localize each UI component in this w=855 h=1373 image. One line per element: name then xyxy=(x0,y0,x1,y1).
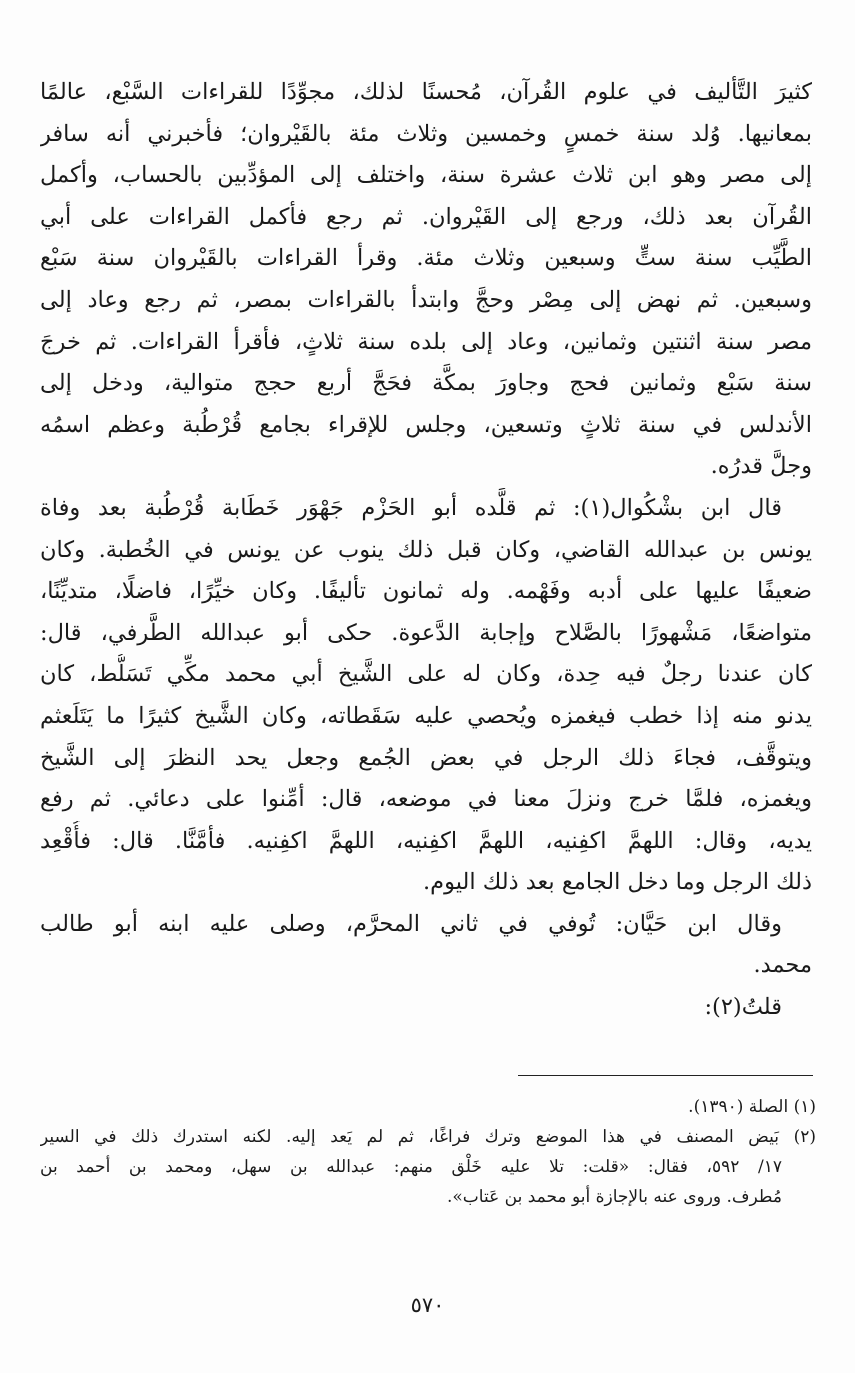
text-line: إلى مصر وهو ابن ثلاث عشرة سنة، واختلف إلى المؤدِّبين بالحساب، وأكمل xyxy=(40,162,812,189)
footnote-line: (٢) بَيض المصنف في هذا الموضع وترك فراغًا، ثم لم يَعد إليه. لكنه استدرك ذلك في السير xyxy=(40,1127,816,1147)
text-line: مصر سنة اثنتين وثمانين، وعاد إلى بلده سنة ثلاثٍ، فأقرأ القراءات. ثم خرجَ xyxy=(40,328,812,355)
footnotes xyxy=(40,1092,816,1212)
text-line: الطَّيِّب سنة ستٍّ وسبعين وثلاث مئة. وقرأ القراءات بالقَيْروان سنة سَبْع xyxy=(40,245,812,272)
text-line: سنة سَبْع وثمانين فحج وجاورَ بمكَّة فحَجَّ أربع حجج متوالية، ودخل إلى xyxy=(40,370,812,397)
text-line: يديه، وقال: اللهمَّ اكفِنيه، اللهمَّ اكفِنيه، اللهمَّ اكفِنيه. فأمَّنَّا. قال: فأُقْعِد xyxy=(40,827,812,854)
main-text xyxy=(40,72,812,1029)
text-line: بمعانيها. وُلد سنة خمسٍ وخمسين وثلاث مئة بالقَيْروان؛ فأخبرني أنه سافر xyxy=(40,120,812,147)
text-line: وسبعين. ثم نهض إلى مِصْر وحجَّ وابتدأ بالقراءات بمصر، ثم رجع وعاد إلى xyxy=(40,286,812,313)
text-line: متواضعًا، مَشْهورًا بالصَّلاح وإجابة الدَّعوة. حكى أبو عبدالله الطَّرفي، قال: xyxy=(40,619,812,646)
text-line: ذلك الرجل وما دخل الجامع بعد ذلك اليوم. xyxy=(423,869,812,896)
text-line: القُرآن بعد ذلك، ورجع إلى القَيْروان. ثم رجع فأكمل القراءات على أبي xyxy=(40,203,812,230)
footnote-line: مُطرف. وروى عنه بالإجازة أبو محمد بن عَتاب». xyxy=(446,1187,782,1207)
text-line: وجلَّ قدرُه. xyxy=(710,453,812,480)
text-line: قال ابن بشْكُوال(١): ثم قلَّده أبو الحَزْم جَهْوَر خَطَابة قُرْطُبة بعد وفاة xyxy=(40,494,782,521)
text-line: كثيرَ التَّأليف في علوم القُرآن، مُحسنًا لذلك، مجوِّدًا للقراءات السَّبْع، عالمًا xyxy=(40,79,812,105)
text-line: الأندلس في سنة ثلاثٍ وتسعين، وجلس للإقراء بجامع قُرْطُبة وعظم اسمُه xyxy=(40,411,812,438)
text-line: يونس بن عبدالله القاضي، وكان قبل ذلك ينوب عن يونس في الخُطبة. وكان xyxy=(40,536,812,563)
text-line: محمد. xyxy=(753,952,812,979)
text-line: يدنو منه إذا خطب فيغمزه ويُحصي عليه سَقَطاته، وكان الشَّيخ كثيرًا ما يَتَلَعثم xyxy=(40,702,812,729)
footnote-separator xyxy=(518,1075,813,1076)
text-line: قلتُ(٢): xyxy=(704,994,782,1021)
text-line: ويغمزه، فلمَّا خرج ونزلَ معنا في موضعه، قال: أمِّنوا على دعائي. ثم رفع xyxy=(40,786,812,813)
text-line: كان عندنا رجلٌ فيه حِدة، وكان له على الشَّيخ أبي محمد مكِّي تَسَلُّط، كان xyxy=(40,661,812,688)
footnote-line: (١) الصلة (١٣٩٠). xyxy=(688,1097,816,1117)
text-line: ويتوقَّف، فجاءَ ذلك الرجل في بعض الجُمع وجعل يحد النظرَ إلى الشَّيخ xyxy=(40,744,812,771)
text-line: وقال ابن حَيَّان: تُوفي في ثاني المحرَّم، وصلى عليه ابنه أبو طالب xyxy=(40,910,782,937)
text-line: ضعيفًا عليها على أدبه وفَهْمه. وله ثمانون تأليفًا. وكان خيِّرًا، فاضلًا، متديِّنًا، xyxy=(40,578,812,605)
page-number: ٥٧٠ xyxy=(410,1293,445,1317)
footnote-line: ١٧/ ٥٩٢، فقال: «قلت: تلا عليه خَلْق منهم: عبدالله بن سهل، ومحمد بن أحمد بن xyxy=(40,1157,782,1177)
